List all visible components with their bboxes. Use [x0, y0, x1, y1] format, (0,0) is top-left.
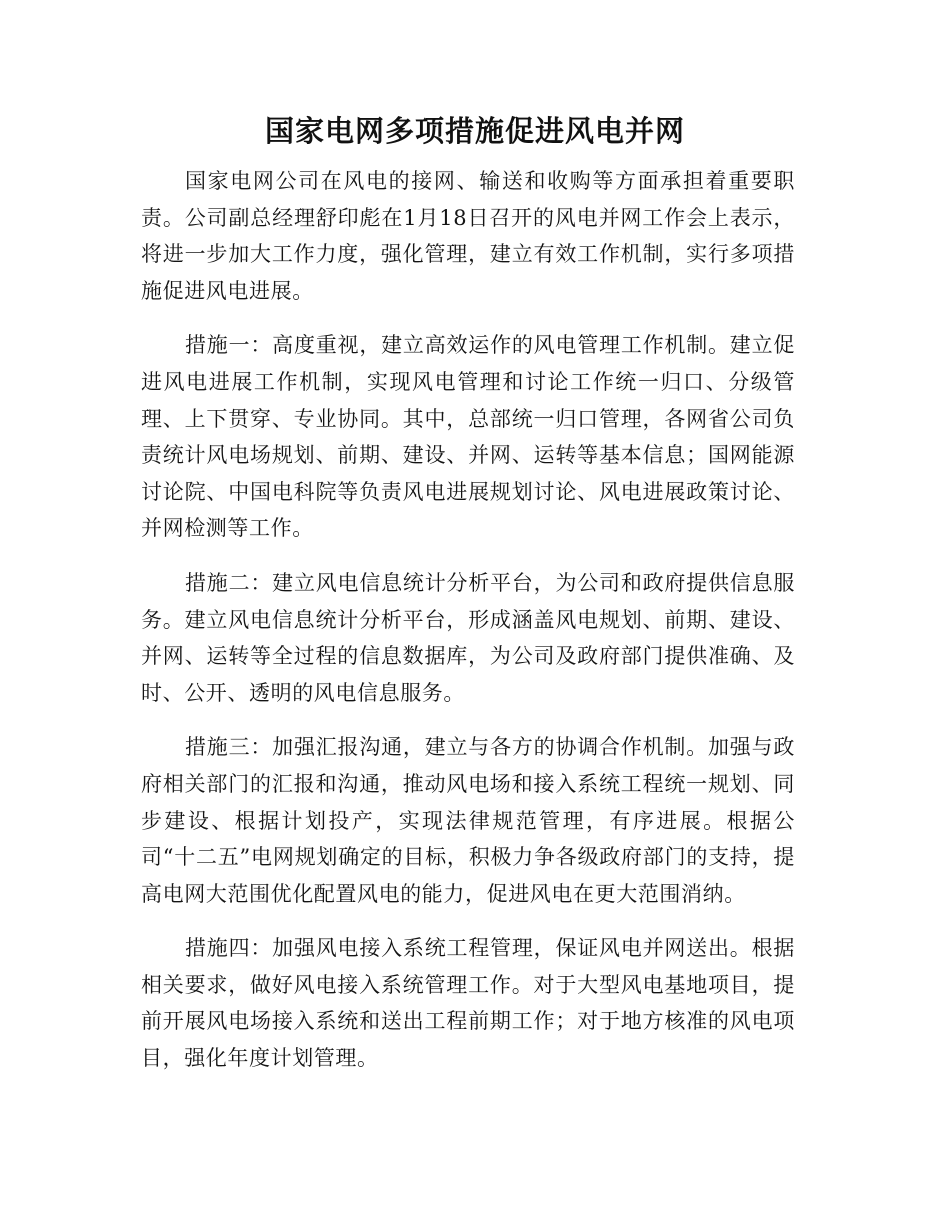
document-body [141, 163, 795, 1095]
paragraph-measure-3: 措施三：加强汇报沟通，建立与各方的协调合作机制。加强与政府相关部门的汇报和沟通，推动风电场和接入系统工程统一规划、同步建设、根据计划投产，实现法律规范管理，有序进展。根据公司“十二五”电网规划确定的目标，积极力争各级政府部门的支持，提高电网大范围优化配置风电的能力，促进风电在更大范围消纳。 [141, 735, 795, 906]
paragraph-intro: 国家电网公司在风电的接网、输送和收购等方面承担着重要职责。公司副总经理舒印彪在1月18日召开的风电并网工作会上表示，将进一步加大工作力度，强化管理，建立有效工作机制，实行多项措施促进风电进展。 [141, 169, 795, 303]
paragraph-measure-1: 措施一：高度重视，建立高效运作的风电管理工作机制。建立促进风电进展工作机制，实现风电管理和讨论工作统一归口、分级管理、上下贯穿、专业协同。其中，总部统一归口管理，各网省公司负责统计风电场规划、前期、建设、并网、运转等基本信息；国网能源讨论院、中国电科院等负责风电进展规划讨论、风电进展政策讨论、并网检测等工作。 [141, 333, 795, 541]
document-title: 国家电网多项措施促进风电并网 [264, 114, 685, 148]
paragraph-measure-4: 措施四：加强风电接入系统工程管理，保证风电并网送出。根据相关要求，做好风电接入系统管理工作。对于大型风电基地项目，提前开展风电场接入系统和送出工程前期工作；对于地方核准的风电项目，强化年度计划管理。 [141, 936, 795, 1071]
paragraph-measure-2: 措施二：建立风电信息统计分析平台，为公司和政府提供信息服务。建立风电信息统计分析平台，形成涵盖风电规划、前期、建设、并网、运转等全过程的信息数据库，为公司及政府部门提供准确、及时、公开、透明的风电信息服务。 [141, 570, 795, 705]
